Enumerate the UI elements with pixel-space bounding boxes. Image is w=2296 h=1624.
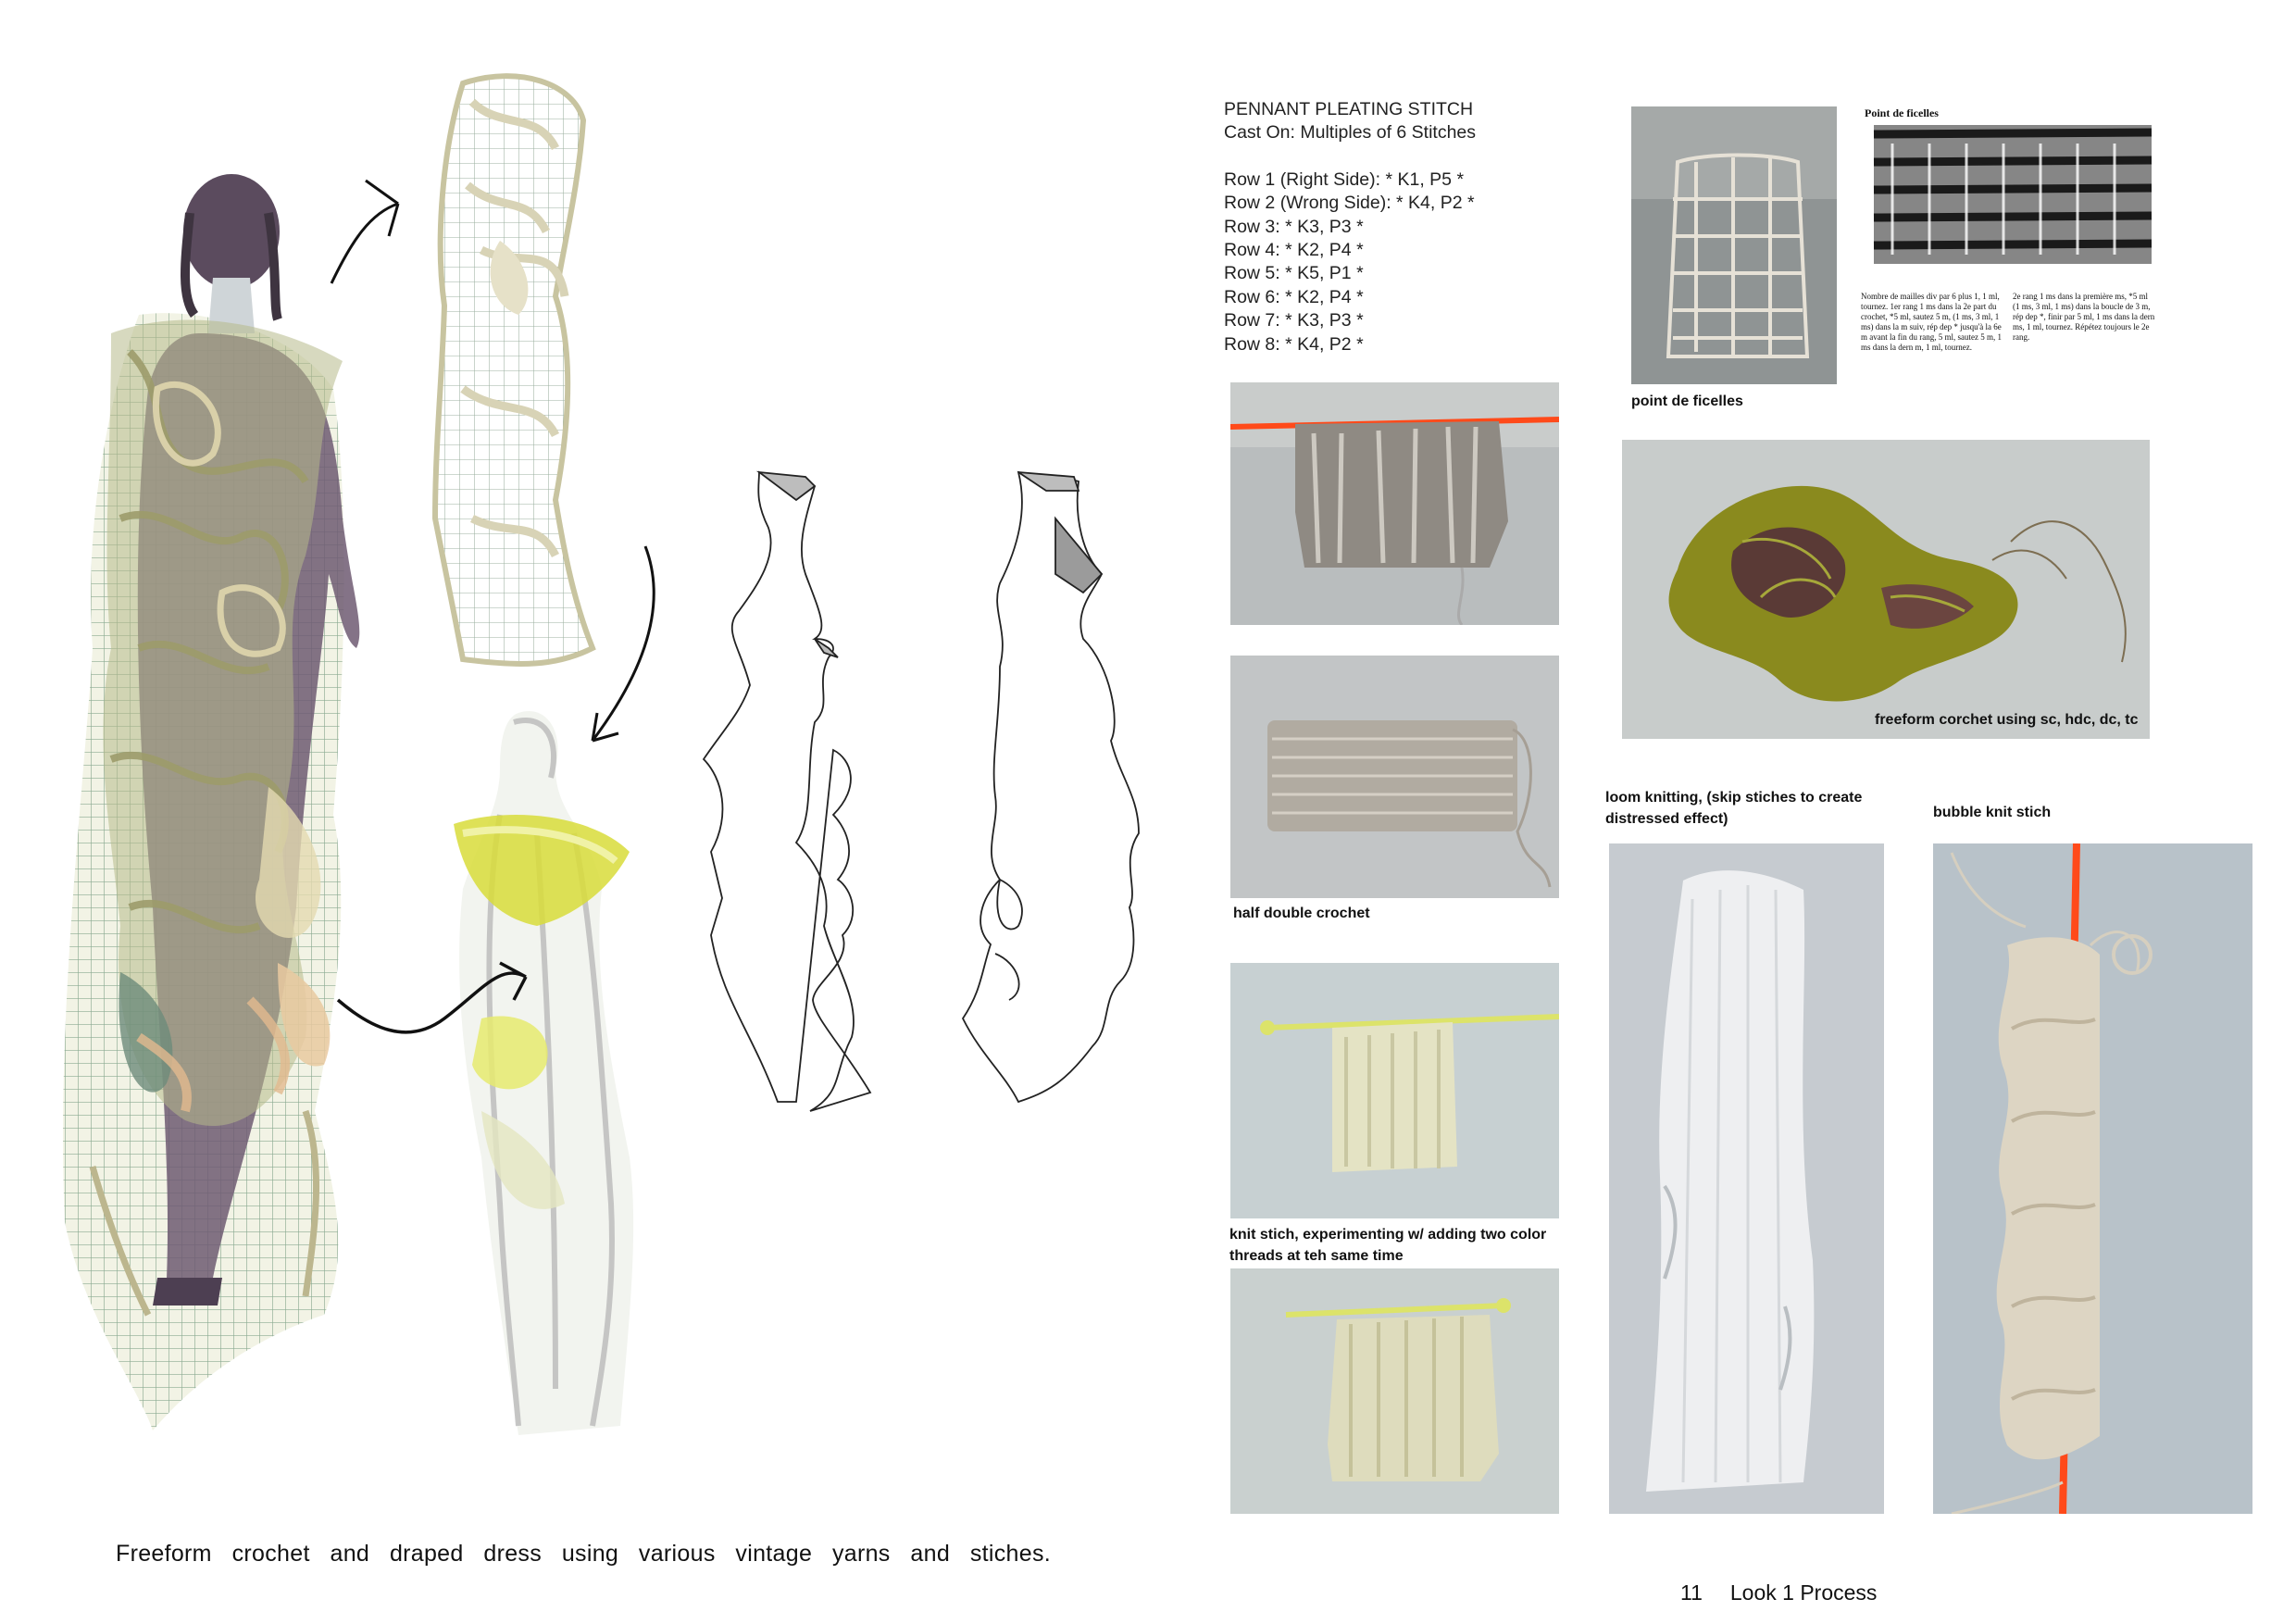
pattern-row: Row 6: * K2, P4 * (1224, 286, 1364, 307)
freeform-crochet-photo (1622, 440, 2150, 739)
flat-pattern-left (704, 472, 870, 1111)
pattern-row: Row 7: * K3, P3 * (1224, 310, 1364, 331)
flat-pattern-right (963, 472, 1139, 1102)
bubble-knit-photo (1933, 843, 2252, 1514)
section-title: Look 1 Process (1729, 1580, 1878, 1605)
pattern-row: Row 1 (Right Side): * K1, P5 * (1224, 169, 1465, 190)
clipping-col-1: Nombre de mailles div par 6 plus 1, 1 ml, tournez. 1er rang 1 ms dans la 2e part du crochet, *5 ml, sautez 5 m, (1 ms, 3 ml, 1 ms) dans la m suiv, rép dep * jusqu'à la 6e m avant la fin du rang, 5 ml, sautez 5 m, 1 ms dans la dern m, 1 ml, tournez. (1861, 292, 2002, 352)
pattern-row: Row 5: * K5, P1 * (1224, 263, 1364, 284)
grid-dress-sketch (435, 76, 593, 664)
point-de-ficelles-photo (1631, 106, 1837, 384)
page-footer (1680, 1580, 1904, 1605)
point-de-ficelles-caption: point de ficelles (1631, 394, 1743, 409)
half-double-crochet-photo (1230, 656, 1559, 898)
knit-stitch-photo (1230, 963, 1559, 1218)
clipping-title: Point de ficelles (1865, 106, 1939, 119)
pattern-row: Row 3: * K3, P3 * (1224, 216, 1364, 237)
loom-knitting-caption: loom knitting, (skip stiches to create distressed effect) (1605, 790, 1863, 827)
clipping-col-2: 2e rang 1 ms dans la première ms, *5 ml (1 ms, 3 ml, 1 ms) dans la boucle de 3 m, rép dep *, finir par 5 ml, 1 ms dans la dern ms, 1 ml, tournez. Répétez toujours le 2e rang. (2013, 292, 2155, 342)
half-double-crochet-caption: half double crochet (1233, 906, 1370, 921)
page-number: 11 (1680, 1580, 1703, 1605)
pennant-swatch-photo (1230, 382, 1559, 625)
arrow-2-icon (593, 546, 654, 741)
figure-illustration (63, 174, 359, 1430)
arrow-1-icon (331, 181, 398, 283)
knit-stitch-photo-2 (1230, 1268, 1559, 1514)
stitch-pattern-title: PENNANT PLEATING STITCH (1224, 99, 1474, 119)
draped-dress-sketch (454, 711, 633, 1435)
bottom-caption: Freeform crochet and draped dress using various vintage yarns and stiches. (116, 1541, 1051, 1567)
cast-on-text: Cast On: Multiples of 6 Stitches (1224, 122, 1477, 144)
pattern-row: Row 4: * K2, P4 * (1224, 240, 1364, 261)
freeform-caption: freeform corchet using sc, hdc, dc, tc (1875, 712, 2139, 728)
bubble-knit-caption: bubble knit stich (1933, 805, 2052, 820)
pattern-row: Row 2 (Wrong Side): * K4, P2 * (1224, 193, 1475, 214)
knit-stitch-caption: knit stich, experimenting w/ adding two color threads at teh same time (1229, 1227, 1547, 1264)
loom-knitting-photo (1609, 843, 1884, 1514)
book-clipping (1855, 106, 2161, 380)
pattern-row: Row 8: * K4, P2 * (1224, 333, 1364, 355)
stitch-pattern-block (1224, 98, 1557, 356)
